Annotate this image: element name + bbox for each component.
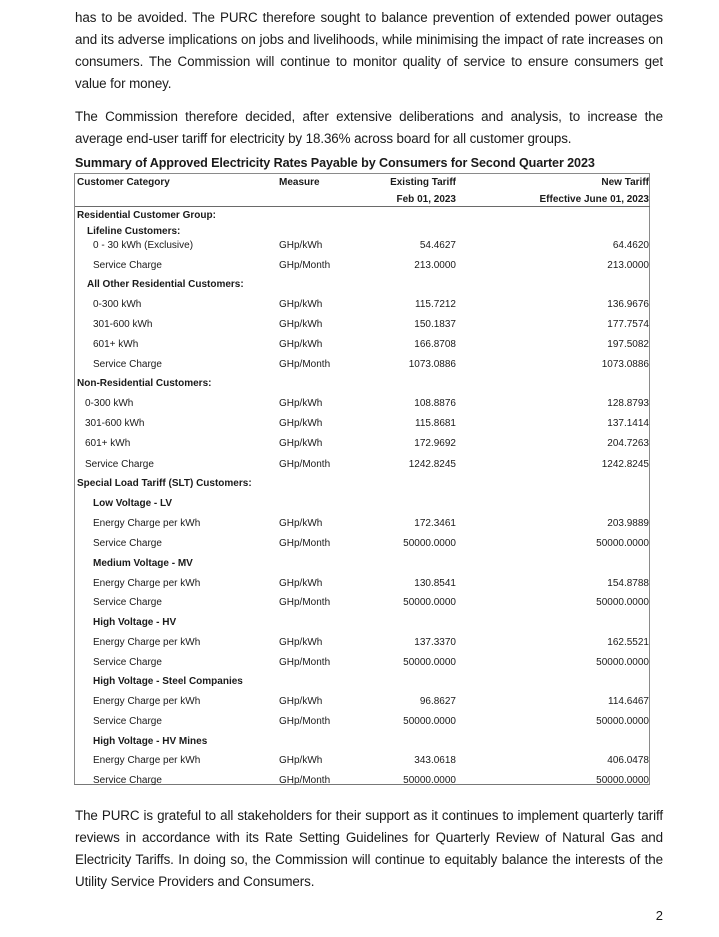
cell-customer-category: Service Charge [93,359,162,370]
cell-customer-category: Service Charge [93,260,162,271]
cell-measure: GHp/kWh [279,339,323,350]
table-row [75,395,650,413]
cell-new-tariff: 114.6467 [608,696,649,707]
cell-customer-category: Service Charge [93,716,162,727]
cell-measure: GHp/kWh [279,240,323,251]
cell-measure: GHp/kWh [279,755,323,766]
table-row [75,456,650,474]
cell-customer-category: Energy Charge per kWh [93,696,201,707]
cell-existing-tariff: 1242.8245 [408,459,456,470]
cell-customer-category: Service Charge [93,775,162,786]
cell-new-tariff: 406.0478 [607,755,649,766]
cell-existing-tariff: 1073.0886 [408,359,456,370]
cell-new-tariff: 50000.0000 [596,538,649,549]
cell-customer-category: Lifeline Customers: [87,226,181,237]
cell-new-tariff: 197.5082 [607,339,649,350]
cell-existing-tariff: 50000.0000 [403,775,456,786]
table-row [75,575,650,593]
cell-existing-tariff: 172.3461 [414,518,456,529]
cell-existing-tariff: 50000.0000 [403,716,456,727]
cell-new-tariff: 50000.0000 [596,597,649,608]
table-row [75,356,650,374]
cell-customer-category: All Other Residential Customers: [87,279,244,290]
table-caption: Summary of Approved Electricity Rates Payable by Consumers for Second Quarter 2023 [75,156,595,170]
cell-customer-category: 601+ kWh [93,339,139,350]
cell-customer-category: 601+ kWh [85,438,131,449]
cell-existing-tariff: 108.8876 [414,398,456,409]
cell-measure: GHp/kWh [279,637,323,648]
cell-new-tariff: 162.5521 [607,637,649,648]
cell-customer-category: 0-300 kWh [85,398,134,409]
cell-existing-tariff: 115.7212 [415,299,456,310]
cell-customer-category: High Voltage - HV [93,617,177,628]
cell-customer-category: 301-600 kWh [85,418,145,429]
cell-new-tariff: 204.7263 [607,438,649,449]
table-row [75,316,650,334]
table-group-row [75,276,650,294]
cell-customer-category: Residential Customer Group: [77,210,216,221]
cell-new-tariff: 1073.0886 [601,359,649,370]
table-row [75,435,650,453]
cell-measure: GHp/Month [279,538,331,549]
cell-measure: GHp/Month [279,459,331,470]
table-row [75,535,650,553]
cell-customer-category: Energy Charge per kWh [93,755,201,766]
table-row [75,515,650,533]
cell-measure: GHp/Month [279,657,331,668]
cell-customer-category: Low Voltage - LV [93,498,173,509]
cell-measure: GHp/Month [279,260,331,271]
cell-existing-tariff: 115.8681 [415,418,456,429]
cell-measure: GHp/kWh [279,299,323,310]
cell-measure: GHp/kWh [279,696,323,707]
header-existing-date: Feb 01, 2023 [396,194,456,205]
cell-measure: GHp/Month [279,359,331,370]
cell-new-tariff: 213.0000 [607,260,649,271]
cell-existing-tariff: 50000.0000 [403,538,456,549]
cell-customer-category: High Voltage - Steel Companies [93,676,243,687]
table-header-row [75,174,650,192]
table-group-row [75,375,650,393]
cell-existing-tariff: 96.8627 [419,696,456,707]
cell-new-tariff: 128.8793 [607,398,649,409]
page-number: 2 [655,908,663,923]
cell-measure: GHp/kWh [279,319,323,330]
cell-existing-tariff: 137.3370 [414,637,456,648]
table-group-row [75,475,650,493]
cell-new-tariff: 177.7574 [607,319,649,330]
cell-new-tariff: 203.9889 [607,518,649,529]
cell-customer-category: Service Charge [93,657,162,668]
cell-new-tariff: 50000.0000 [596,657,649,668]
header-measure: Measure [279,177,320,188]
table-row [75,693,650,711]
table-row [75,654,650,672]
cell-existing-tariff: 150.1837 [414,319,456,330]
header-new-tariff: New Tariff [601,177,649,188]
table-row [75,634,650,652]
cell-existing-tariff: 54.4627 [419,240,456,251]
cell-customer-category: Non-Residential Customers: [77,378,212,389]
cell-measure: GHp/kWh [279,578,323,589]
header-new-date: Effective June 01, 2023 [539,194,649,205]
cell-measure: GHp/Month [279,716,331,727]
table-row [75,713,650,731]
cell-customer-category: High Voltage - HV Mines [93,736,208,747]
cell-measure: GHp/kWh [279,438,323,449]
cell-existing-tariff: 130.8541 [414,578,456,589]
table-row [75,296,650,314]
table-group-row [75,733,650,751]
table-row [75,752,650,770]
cell-measure: GHp/kWh [279,398,323,409]
cell-customer-category: 301-600 kWh [93,319,153,330]
cell-existing-tariff: 50000.0000 [403,597,456,608]
table-row [75,336,650,354]
cell-measure: GHp/Month [279,775,331,786]
cell-existing-tariff: 343.0618 [414,755,456,766]
cell-customer-category: Energy Charge per kWh [93,578,201,589]
table-row [75,415,650,433]
cell-new-tariff: 137.1414 [607,418,649,429]
tariff-table [74,173,650,785]
cell-measure: GHp/kWh [279,518,323,529]
cell-existing-tariff: 213.0000 [414,260,456,271]
cell-new-tariff: 50000.0000 [596,775,649,786]
table-group-row [75,555,650,573]
intro-paragraph: has to be avoided. The PURC therefore sought to balance prevention of extended power outages and its adverse implications on jobs and livelihoods, while minimising the impact of rate increases on consumers. The Commission will continue to monitor quality of service to ensure consumers get value for money. [75,10,663,91]
cell-customer-category: Energy Charge per kWh [93,637,201,648]
cell-new-tariff: 136.9676 [607,299,649,310]
closing-paragraph: The PURC is grateful to all stakeholders for their support as it continues to implement quarterly tariff reviews in accordance with its Rate Setting Guidelines for Quarterly Review of Natural Gas and Electricity Tariffs. In doing so, the Commission will continue to equitably balance the interests of the Utility Service Providers and Consumers. [75,808,663,889]
table-row [75,772,650,790]
table-group-row [75,495,650,513]
cell-customer-category: Medium Voltage - MV [93,558,193,569]
cell-customer-category: Special Load Tariff (SLT) Customers: [77,478,252,489]
cell-existing-tariff: 50000.0000 [403,657,456,668]
header-customer-category: Customer Category [77,177,170,188]
cell-customer-category: 0 - 30 kWh (Exclusive) [93,240,194,251]
cell-customer-category: Service Charge [93,538,162,549]
table-row [75,237,650,255]
cell-customer-category: Service Charge [85,459,154,470]
header-existing-tariff: Existing Tariff [390,177,456,188]
cell-measure: GHp/kWh [279,418,323,429]
cell-new-tariff: 50000.0000 [596,716,649,727]
cell-existing-tariff: 166.8708 [414,339,456,350]
cell-customer-category: Energy Charge per kWh [93,518,201,529]
cell-measure: GHp/Month [279,597,331,608]
cell-new-tariff: 64.4620 [612,240,649,251]
cell-existing-tariff: 172.9692 [414,438,456,449]
cell-customer-category: 0-300 kWh [93,299,142,310]
table-row [75,594,650,612]
tariff-increase-paragraph: The Commission therefore decided, after extensive deliberations and analysis, to increase the average end-user tariff for electricity by 18.36% across board for all customer groups. [75,109,663,146]
cell-customer-category: Service Charge [93,597,162,608]
cell-new-tariff: 1242.8245 [601,459,649,470]
table-row [75,257,650,275]
table-group-row [75,614,650,632]
cell-new-tariff: 154.8788 [607,578,649,589]
table-group-row [75,673,650,691]
